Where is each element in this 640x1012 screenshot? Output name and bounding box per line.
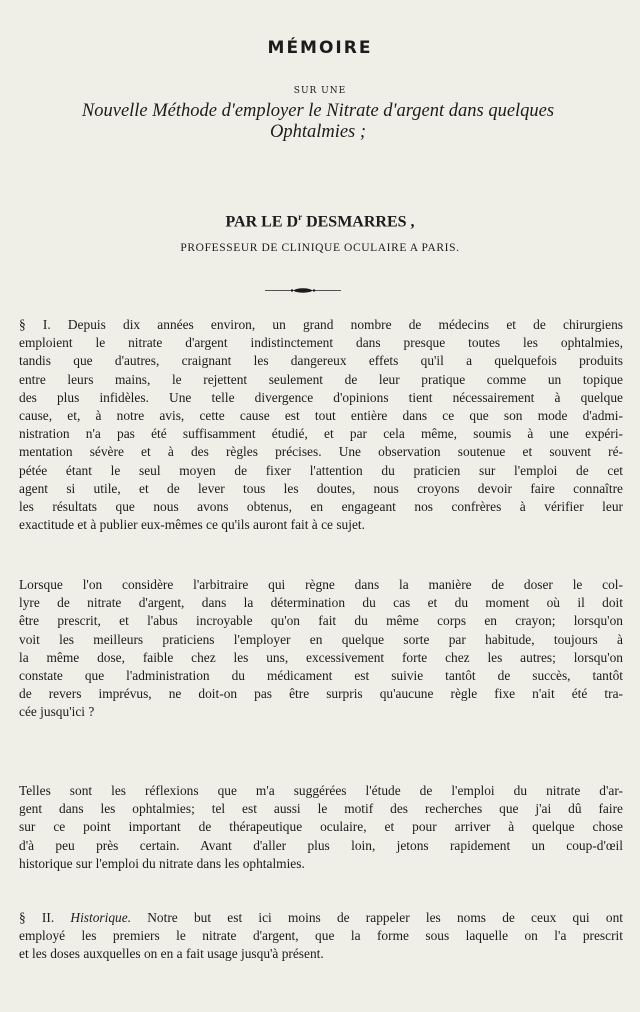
author-name: DESMARRES , [302, 213, 415, 231]
text-line: employé les premiers le nitrate d'argent, que la forme sous laquelle on l'a prescrit [19, 928, 623, 944]
text-line: et les doses auxquelles on en a fait usage jusqu'à présent. [19, 946, 324, 962]
text-line: cause, et, à notre avis, cette cause est tout entière dans ce que son mode d'admi- [19, 408, 623, 424]
text-line: sur ce point important de thérapeutique oculaire, et pour arriver à quelque chose [19, 819, 623, 835]
text-line: être prescrit, et l'abus incroyable qu'on fait du même corps en crayon; lorsqu'on [19, 613, 623, 629]
text-line: cée jusqu'ici ? [19, 704, 95, 720]
text-line: de revers imprévus, ne doit-on pas être surpris qu'aucune règle fixe n'ait été tra- [19, 686, 623, 702]
text-line: agent si utile, et de lever tous les doutes, nous croyons devoir faire connaître [19, 480, 623, 496]
paragraph-3 [19, 782, 623, 873]
text-line: emploient le nitrate d'argent indistinctement dans presque toutes les ophtalmies, [19, 335, 623, 351]
subtitle-line-2: Ophtalmies ; [269, 122, 367, 142]
author-line [0, 212, 640, 231]
paragraph-2 [19, 576, 623, 722]
text-line: Lorsque l'on considère l'arbitraire qui règne dans la manière de doser le col- [19, 577, 623, 592]
ornamental-rule [265, 288, 341, 293]
author-title: PROFESSEUR DE CLINIQUE OCULAIRE A PARIS. [180, 242, 460, 254]
text-line: d'à peu près certain. Avant d'aller plus loin, jetons rapidement un coup-d'œil [19, 837, 623, 853]
author-sup: r [298, 212, 303, 222]
text-line: gent dans les ophtalmies; tel est aussi le motif des recherches que j'ai dû faire [19, 801, 623, 817]
paragraph-4 [19, 909, 623, 964]
text-line: historique sur l'emploi du nitrate dans les ophtalmies. [19, 855, 305, 871]
text-line: voit les meilleurs praticiens l'employer en quelque sorte par habitude, toujours à [19, 631, 623, 647]
text-line: des plus infidèles. Une telle divergence d'opinions tient nécessairement à quelque [19, 389, 623, 405]
memoire-subtitle [18, 101, 618, 143]
subtitle-line-1: Nouvelle Méthode d'employer le Nitrate d'argent dans quelques [81, 101, 555, 121]
paragraph-1 [19, 316, 623, 534]
section-number: § II. [19, 910, 55, 925]
memoire-title: MÉMOIRE [267, 38, 373, 58]
text-line: Telles sont les réflexions que m'a suggérées l'étude de l'emploi du nitrate d'ar- [19, 783, 623, 798]
text-line: les résultats que nous avons obtenus, en engageant nos confrères à vérifier leur [19, 499, 623, 515]
text-line: tandis que d'autres, craignant les dangereux effets qu'il a quelquefois produits [19, 353, 623, 369]
text-line: mentation sévère et à des règles précises. Une observation soutenue et souvent ré- [19, 444, 623, 460]
section-heading-historique: Historique. [70, 910, 132, 925]
text-fragment: Notre but est ici moins de rappeler les noms de ceux qui ont [131, 910, 623, 925]
sur-une-label: SUR UNE [293, 86, 347, 96]
text-line: § I. Depuis dix années environ, un grand nombre de médecins et de chirurgiens [19, 317, 623, 332]
text-line: lyre de nitrate d'argent, dans la détermination du cas et du moment où il doit [19, 595, 623, 611]
text-line: pétée étant le seul moyen de fixer l'attention du praticien sur l'emploi de cet [19, 462, 623, 478]
text-line: entre leurs mains, le rejettent seulement de leur pratique comme un topique [19, 371, 623, 387]
text-line: la même dose, faible chez les uns, excessivement forte chez les autres; lorsqu'on [19, 649, 623, 665]
author-par: PAR LE D [225, 213, 299, 231]
text-line: constate que l'administration du médicament est suivie tantôt de succès, tantôt [19, 668, 623, 684]
text-line [19, 909, 623, 927]
text-line: exactitude et à publier eux-mêmes ce qu'ils auront fait à ce sujet. [19, 517, 365, 533]
text-line: nistration n'a pas été suffisamment étudié, et par cela même, soumis à une expéri- [19, 426, 623, 442]
